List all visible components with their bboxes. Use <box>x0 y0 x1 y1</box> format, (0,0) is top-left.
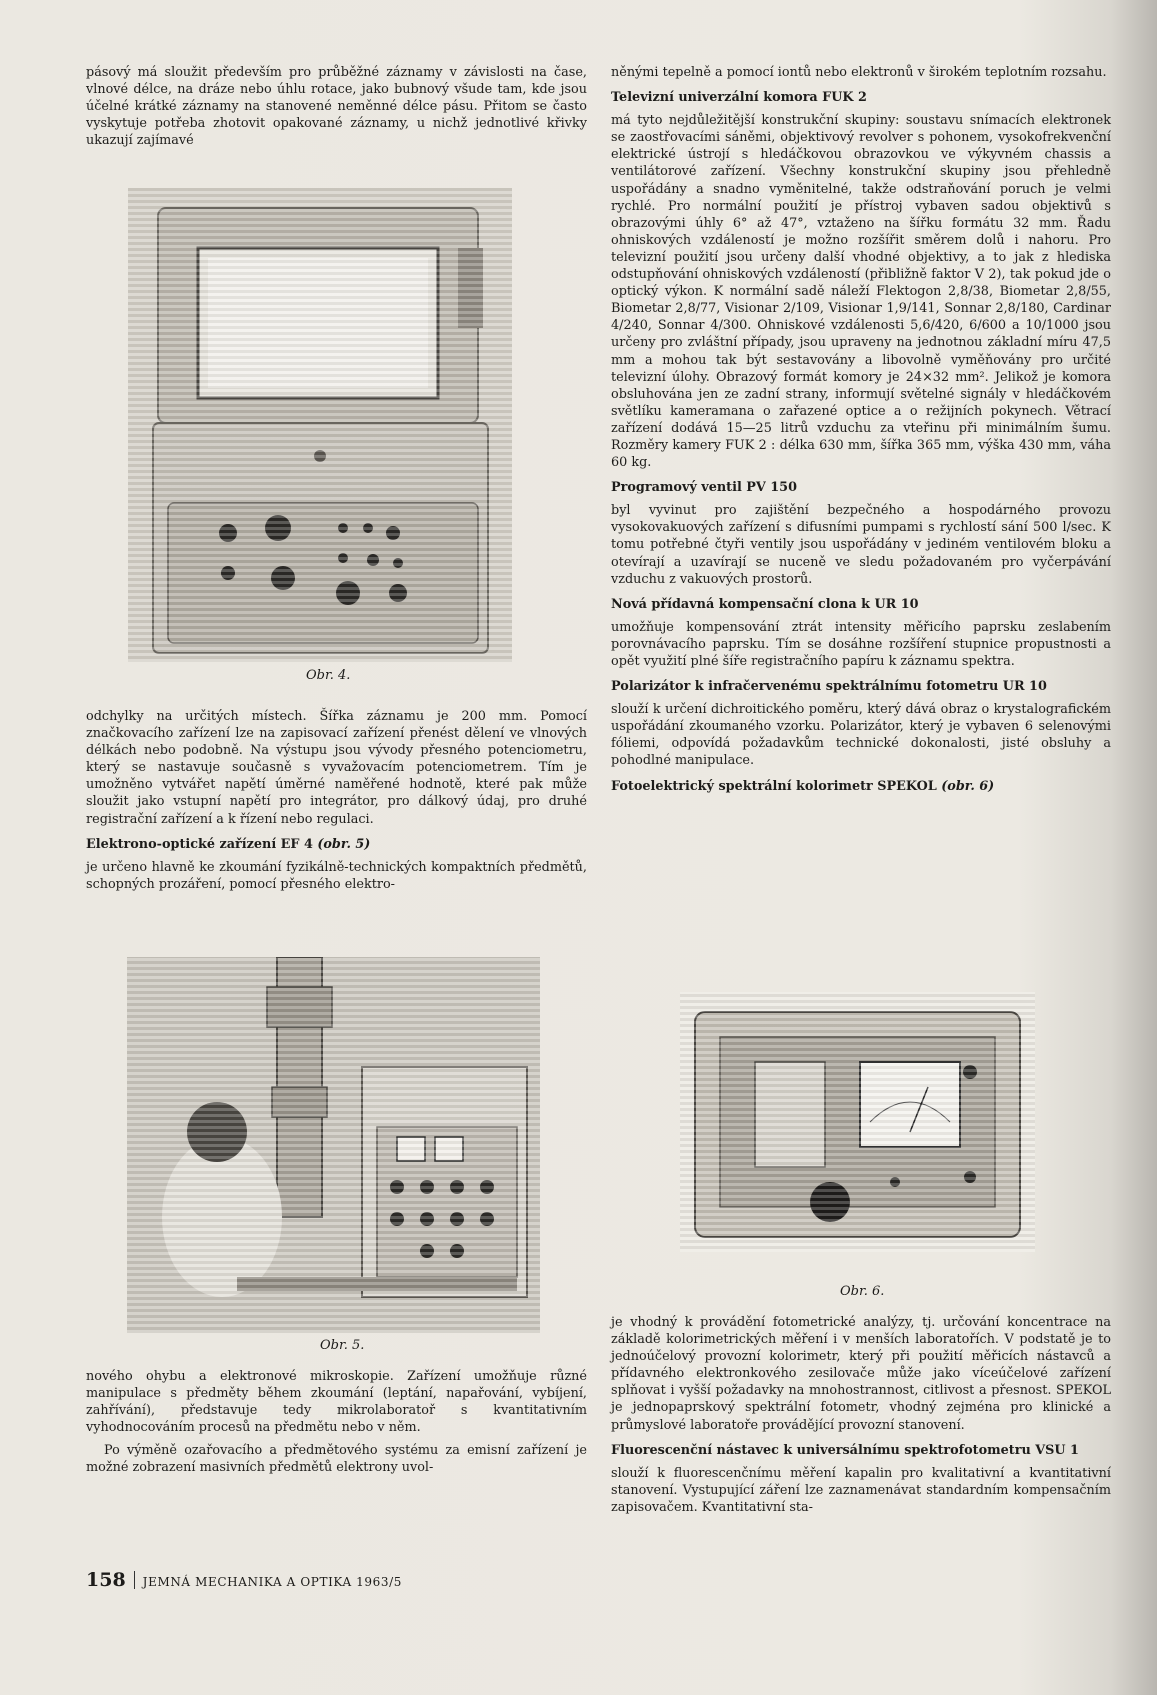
section-heading-fuk2: Televizní univerzální komora FUK 2 <box>611 90 867 106</box>
section-heading-polarizator: Polarizátor k infračervenému spektrálnímu fotometru UR 10 <box>611 679 1047 695</box>
paragraph: slouží k fluorescenčnímu měření kapalin pro kvalitativní a kvantitativní stanovení. Vystupující záření lze zaznamenávat standardním kompensačním zapisovačem. Kvantitativní sta- <box>611 1465 1111 1515</box>
figure-4-recorder-photo <box>128 188 512 662</box>
paragraph: Po výměně ozařovacího a předmětového systému za emisní zařízení je možné zobrazení masivních předmětů elektrony uvol- <box>86 1443 587 1476</box>
footer-divider <box>134 1571 135 1589</box>
figure-5-caption: Obr. 5. <box>320 1338 365 1353</box>
figure-4-caption: Obr. 4. <box>306 668 351 683</box>
page-number: 158 <box>86 1569 126 1591</box>
paragraph: umožňuje kompensování ztrát intensity měřicího paprsku zeslabením porovnávacího paprsku. Tím se dosáhne rozšíření stupnice propustnosti a opět využití plné šíře registračního papíru k záznamu spektra. <box>611 619 1111 669</box>
right-column-upper <box>611 64 1111 801</box>
paragraph: odchylky na určitých místech. Šířka záznamu je 200 mm. Pomocí značkovacího zařízení lze na zapisovací zařízení přenést dělení ve vlnových délkách nebo podobně. Na výstupu jsou vývody přesného potenciometru, který se nastavuje současně s vyvažovacím potenciometrem. Tím je umožněno vytvářet napětí úměrné naměřené hodnotě, které pak může sloužit jako vstupní napětí pro integrátor, pro dálkový údaj, pro druhé registrační zařízení a k řízení nebo regulaci. <box>86 709 587 827</box>
section-heading-ur10-clona: Nová přídavná kompensační clona k UR 10 <box>611 596 919 612</box>
left-column-bottom <box>86 1368 587 1483</box>
paragraph: byl vyvinut pro zajištění bezpečného a hospodárného provozu vysokovakuových zařízení s difusními pumpami s rychlostí sání 500 l/sec. K tomu potřebné čtyři ventily jsou uspořádány v jediném ventilovém bloku a otevírají a uzavírají se nuceně ve sledu požadovaném pro vyčerpávání vzduchu z vakuových prostorů. <box>611 503 1111 587</box>
paragraph: nového ohybu a elektronové mikroskopie. Zařízení umožňuje různé manipulace s předměty během zkoumání (leptání, napařování, vybíjení, zahřívání), představuje tedy mikrolaboratoř s kvantitativním vyhodnocováním procesů na předmětu nebo v něm. <box>86 1369 587 1436</box>
paragraph: je určeno hlavně ke zkoumání fyzikálně-technických kompaktních předmětů, schopných prozáření, pomocí přesného elektro- <box>86 859 587 892</box>
left-column-mid <box>86 708 587 899</box>
paragraph: má tyto nejdůležitější konstrukční skupiny: soustavu snímacích elektronek se zaostřovacími sáněmi, objektivový revolver s pohonem, vysokofrekvenční elektrické ústrojí s hledáčkovou obrazovkou ve výkyvném chassis a ventilátorové zařízení. Všechny konstrukční skupiny jsou přehledně uspořádány a snadno vyměnitelné, takže odstraňování poruch je velmi rychlé. Pro normální použití je přístroj vybaven sadou objektivů s obrazovými úhly 6° až 47°, vztaženo na šířku formátu 32 mm. Řadu ohniskových vzdáleností je možno rozšířit směrem dolů i nahoru. Pro televizní použití jsou určeny další vhodné objektivy, a to jak z hlediska odstupňování ohniskových vzdáleností (přibližně faktor V 2), tak pokud jde o optický výkon. K normální sadě náleží Flektogon 2,8/38, Biometar 2,8/55, Biometar 2,8/77, Visionar 2/109, Visionar 1,9/141, Sonnar 2,8/180, Cardinar 4/240, Sonnar 4/300. Ohniskové vzdálenosti 5,6/420, 6/600 a 10/1000 jsou určeny pro zvláštní případy, jsou upraveny na jednotnou základní míru 47,5 mm a mohou tak být sestavovány a libovolně vyměňovány pro určité televizní úlohy. Obrazový formát komory je 24×32 mm². Jelikož je komora obsluhována jen ze zadní strany, informují světelné signály v hledáčkovém světlíku kameramana o zařazené optice a o režijních pokynech. Větrací zařízení dodává 15—25 litrů vzduchu za vteřinu při minimálním šumu. Rozměry kamery FUK 2 : délka 630 mm, šířka 365 mm, výška 430 mm, váha 60 kg. <box>611 113 1111 471</box>
right-column-lower <box>611 1314 1111 1522</box>
figure-6-spekol-photo <box>680 992 1035 1252</box>
page-footer <box>86 1569 402 1591</box>
section-heading-pv150: Programový ventil PV 150 <box>611 480 797 496</box>
paragraph: slouží k určení dichroitického poměru, který dává obraz o krystalografickém uspořádání zkoumaného vzorku. Polarizátor, který je vybaven 6 selenovými fóliemi, odpovídá požadavkům technické dokonalosti, jisté obsluhy a pohodlné manipulace. <box>611 702 1111 769</box>
section-heading-spekol: Fotoelektrický spektrální kolorimetr SPEKOL (obr. 6) <box>611 778 995 794</box>
section-heading-ef4: Elektrono-optické zařízení EF 4 (obr. 5) <box>86 836 371 852</box>
left-column-top <box>86 64 587 155</box>
paragraph: pásový má sloužit především pro průběžné záznamy v závislosti na čase, vlnové délce, na dráze nebo úhlu rotace, jako bubnový všude tam, kde jsou účelné krátké záznamy na stanovené neměnné délce pásu. Přitom se často vyskytuje potřeba zhotovit opakované záznamy, u nichž jednotlivé křivky ukazují zajímavé <box>86 65 587 149</box>
figure-6-caption: Obr. 6. <box>840 1284 885 1299</box>
journal-name: JEMNÁ MECHANIKA A OPTIKA 1963/5 <box>142 1575 402 1589</box>
figure-5-electron-optical-device-photo <box>127 957 540 1333</box>
section-heading-vsu1: Fluorescenční nástavec k universálnímu spektrofotometru VSU 1 <box>611 1442 1079 1458</box>
paragraph: něnými tepelně a pomocí iontů nebo elektronů v širokém teplotním rozsahu. <box>611 65 1107 80</box>
paragraph: je vhodný k provádění fotometrické analýzy, tj. určování koncentrace na základě kolorimetrických měření i v menších laboratořích. V podstatě je to jednoúčelový provozní kolorimetr, který při použití měřicích nástavců a přídavného elektronkového zesilovače může jako víceúčelové zařízení splňovat i vyšší požadavky na mnohostrannost, citlivost a přesnost. SPEKOL je jednopaprskový spektrální fotometr, vhodný zejména pro klinické a průmyslové laboratoře provádějící provozní stanovení. <box>611 1315 1111 1433</box>
